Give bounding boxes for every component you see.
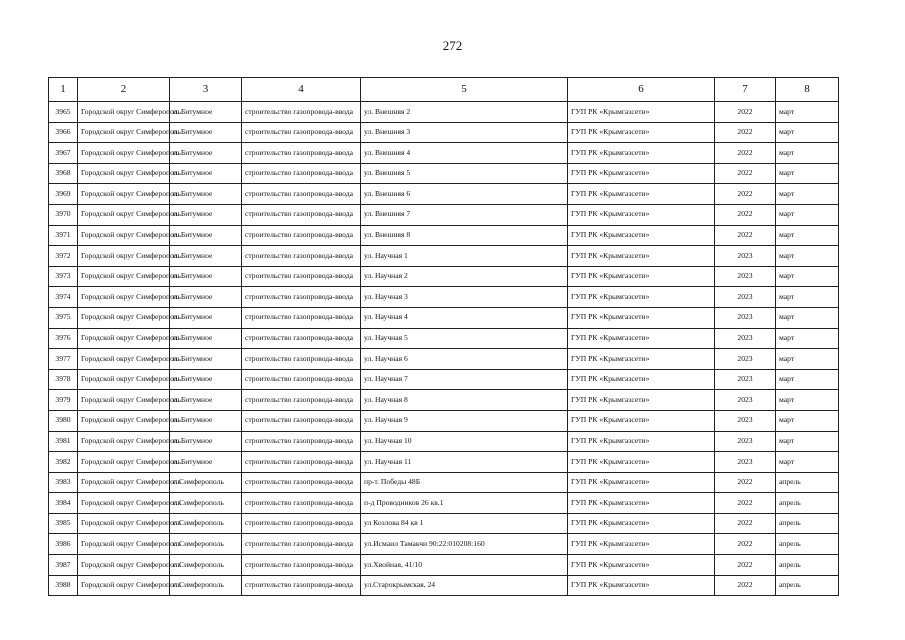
row-number-cell: 3967 — [49, 143, 78, 164]
month-cell: март — [776, 246, 839, 267]
settlement-cell: г. Симферополь — [170, 472, 242, 493]
table-row — [49, 163, 839, 184]
work-type-cell: строительство газопровода-ввода — [242, 472, 361, 493]
district-cell: Городской округ Симферополь — [78, 328, 170, 349]
address-cell: ул Козлова 84 кв 1 — [361, 513, 568, 534]
settlement-cell: п. Битумное — [170, 143, 242, 164]
settlement-cell: г. Симферополь — [170, 513, 242, 534]
operator-cell: ГУП РК «Крымгазсети» — [568, 534, 715, 555]
work-type-cell: строительство газопровода-ввода — [242, 225, 361, 246]
table-row — [49, 410, 839, 431]
work-type-cell: строительство газопровода-ввода — [242, 369, 361, 390]
month-cell: март — [776, 431, 839, 452]
settlement-cell: п. Битумное — [170, 452, 242, 473]
work-type-cell: строительство газопровода-ввода — [242, 266, 361, 287]
year-cell: 2023 — [715, 328, 776, 349]
table-row — [49, 307, 839, 328]
district-cell: Городской округ Симферополь — [78, 452, 170, 473]
row-number-cell: 3986 — [49, 534, 78, 555]
row-number-cell: 3987 — [49, 555, 78, 576]
table-row — [49, 472, 839, 493]
month-cell: март — [776, 102, 839, 123]
district-cell: Городской округ Симферополь — [78, 143, 170, 164]
work-type-cell: строительство газопровода-ввода — [242, 555, 361, 576]
address-cell: ул. Внешняя 8 — [361, 225, 568, 246]
work-type-cell: строительство газопровода-ввода — [242, 184, 361, 205]
district-cell: Городской округ Симферополь — [78, 225, 170, 246]
month-cell: апрель — [776, 513, 839, 534]
work-type-cell: строительство газопровода-ввода — [242, 452, 361, 473]
table-row — [49, 204, 839, 225]
table-row — [49, 184, 839, 205]
table-row — [49, 534, 839, 555]
month-cell: март — [776, 349, 839, 370]
address-cell: ул. Научная 11 — [361, 452, 568, 473]
table-row — [49, 328, 839, 349]
operator-cell: ГУП РК «Крымгазсети» — [568, 246, 715, 267]
district-cell: Городской округ Симферополь — [78, 266, 170, 287]
year-cell: 2023 — [715, 349, 776, 370]
month-cell: март — [776, 225, 839, 246]
operator-cell: ГУП РК «Крымгазсети» — [568, 163, 715, 184]
address-cell: ул. Внешняя 3 — [361, 122, 568, 143]
address-cell: ул.Исмаил Тамакчи 90:22:010208:160 — [361, 534, 568, 555]
table-row — [49, 102, 839, 123]
settlement-cell: г. Симферополь — [170, 534, 242, 555]
operator-cell: ГУП РК «Крымгазсети» — [568, 410, 715, 431]
table-row — [49, 493, 839, 514]
month-cell: апрель — [776, 575, 839, 596]
work-type-cell: строительство газопровода-ввода — [242, 390, 361, 411]
row-number-cell: 3966 — [49, 122, 78, 143]
district-cell: Городской округ Симферополь — [78, 184, 170, 205]
month-cell: апрель — [776, 555, 839, 576]
settlement-cell: п. Битумное — [170, 349, 242, 370]
column-header: 2 — [78, 78, 170, 102]
year-cell: 2022 — [715, 534, 776, 555]
operator-cell: ГУП РК «Крымгазсети» — [568, 102, 715, 123]
year-cell: 2022 — [715, 204, 776, 225]
work-type-cell: строительство газопровода-ввода — [242, 163, 361, 184]
operator-cell: ГУП РК «Крымгазсети» — [568, 390, 715, 411]
row-number-cell: 3979 — [49, 390, 78, 411]
month-cell: март — [776, 266, 839, 287]
settlement-cell: п. Битумное — [170, 307, 242, 328]
district-cell: Городской округ Симферополь — [78, 349, 170, 370]
district-cell: Городской округ Симферополь — [78, 390, 170, 411]
settlement-cell: п. Битумное — [170, 122, 242, 143]
row-number-cell: 3972 — [49, 246, 78, 267]
settlement-cell: п. Битумное — [170, 225, 242, 246]
address-cell: п-д Проводников 26 кв.1 — [361, 493, 568, 514]
table-row — [49, 349, 839, 370]
operator-cell: ГУП РК «Крымгазсети» — [568, 513, 715, 534]
settlement-cell: п. Битумное — [170, 287, 242, 308]
year-cell: 2023 — [715, 266, 776, 287]
table-row — [49, 122, 839, 143]
district-cell: Городской округ Симферополь — [78, 122, 170, 143]
month-cell: март — [776, 163, 839, 184]
settlement-cell: п. Битумное — [170, 204, 242, 225]
month-cell: март — [776, 452, 839, 473]
year-cell: 2022 — [715, 225, 776, 246]
work-type-cell: строительство газопровода-ввода — [242, 431, 361, 452]
month-cell: март — [776, 204, 839, 225]
year-cell: 2022 — [715, 493, 776, 514]
operator-cell: ГУП РК «Крымгазсети» — [568, 122, 715, 143]
operator-cell: ГУП РК «Крымгазсети» — [568, 349, 715, 370]
work-type-cell: строительство газопровода-ввода — [242, 328, 361, 349]
district-cell: Городской округ Симферополь — [78, 431, 170, 452]
row-number-cell: 3981 — [49, 431, 78, 452]
work-type-cell: строительство газопровода-ввода — [242, 410, 361, 431]
operator-cell: ГУП РК «Крымгазсети» — [568, 287, 715, 308]
address-cell: ул. Внешняя 2 — [361, 102, 568, 123]
table-row — [49, 513, 839, 534]
table-row — [49, 246, 839, 267]
month-cell: апрель — [776, 534, 839, 555]
month-cell: март — [776, 369, 839, 390]
column-header: 5 — [361, 78, 568, 102]
settlement-cell: п. Битумное — [170, 431, 242, 452]
operator-cell: ГУП РК «Крымгазсети» — [568, 204, 715, 225]
registry-table — [48, 77, 839, 596]
district-cell: Городской округ Симферополь — [78, 493, 170, 514]
settlement-cell: п. Битумное — [170, 246, 242, 267]
address-cell: ул. Научная 9 — [361, 410, 568, 431]
address-cell: ул.Старокрымская, 24 — [361, 575, 568, 596]
operator-cell: ГУП РК «Крымгазсети» — [568, 452, 715, 473]
year-cell: 2022 — [715, 102, 776, 123]
address-cell: ул. Внешняя 5 — [361, 163, 568, 184]
address-cell: ул. Внешняя 7 — [361, 204, 568, 225]
column-header: 4 — [242, 78, 361, 102]
year-cell: 2022 — [715, 513, 776, 534]
district-cell: Городской округ Симферополь — [78, 555, 170, 576]
district-cell: Городской округ Симферополь — [78, 163, 170, 184]
year-cell: 2023 — [715, 287, 776, 308]
work-type-cell: строительство газопровода-ввода — [242, 575, 361, 596]
settlement-cell: п. Битумное — [170, 163, 242, 184]
district-cell: Городской округ Симферополь — [78, 369, 170, 390]
month-cell: март — [776, 328, 839, 349]
table-row — [49, 287, 839, 308]
district-cell: Городской округ Симферополь — [78, 575, 170, 596]
table-row — [49, 431, 839, 452]
district-cell: Городской округ Симферополь — [78, 307, 170, 328]
address-cell: ул. Научная 1 — [361, 246, 568, 267]
address-cell: ул.Хвойная, 41/10 — [361, 555, 568, 576]
address-cell: ул. Внешняя 6 — [361, 184, 568, 205]
operator-cell: ГУП РК «Крымгазсети» — [568, 184, 715, 205]
work-type-cell: строительство газопровода-ввода — [242, 349, 361, 370]
year-cell: 2022 — [715, 143, 776, 164]
row-number-cell: 3984 — [49, 493, 78, 514]
row-number-cell: 3982 — [49, 452, 78, 473]
month-cell: март — [776, 390, 839, 411]
row-number-cell: 3975 — [49, 307, 78, 328]
address-cell: ул. Научная 7 — [361, 369, 568, 390]
row-number-cell: 3983 — [49, 472, 78, 493]
operator-cell: ГУП РК «Крымгазсети» — [568, 472, 715, 493]
district-cell: Городской округ Симферополь — [78, 534, 170, 555]
district-cell: Городской округ Симферополь — [78, 472, 170, 493]
settlement-cell: п. Битумное — [170, 102, 242, 123]
column-header: 7 — [715, 78, 776, 102]
month-cell: март — [776, 287, 839, 308]
year-cell: 2023 — [715, 307, 776, 328]
operator-cell: ГУП РК «Крымгазсети» — [568, 369, 715, 390]
address-cell: ул. Научная 10 — [361, 431, 568, 452]
column-header: 1 — [49, 78, 78, 102]
operator-cell: ГУП РК «Крымгазсети» — [568, 328, 715, 349]
settlement-cell: г. Симферополь — [170, 555, 242, 576]
month-cell: март — [776, 122, 839, 143]
row-number-cell: 3973 — [49, 266, 78, 287]
year-cell: 2022 — [715, 122, 776, 143]
year-cell: 2022 — [715, 184, 776, 205]
month-cell: апрель — [776, 472, 839, 493]
table-row — [49, 143, 839, 164]
address-cell: ул. Научная 8 — [361, 390, 568, 411]
year-cell: 2022 — [715, 575, 776, 596]
operator-cell: ГУП РК «Крымгазсети» — [568, 493, 715, 514]
table-row — [49, 555, 839, 576]
settlement-cell: п. Битумное — [170, 410, 242, 431]
column-header: 6 — [568, 78, 715, 102]
district-cell: Городской округ Симферополь — [78, 204, 170, 225]
month-cell: март — [776, 143, 839, 164]
row-number-cell: 3968 — [49, 163, 78, 184]
table-row — [49, 225, 839, 246]
row-number-cell: 3976 — [49, 328, 78, 349]
settlement-cell: п. Битумное — [170, 266, 242, 287]
address-cell: ул. Внешняя 4 — [361, 143, 568, 164]
year-cell: 2023 — [715, 369, 776, 390]
address-cell: ул. Научная 5 — [361, 328, 568, 349]
work-type-cell: строительство газопровода-ввода — [242, 143, 361, 164]
row-number-cell: 3969 — [49, 184, 78, 205]
settlement-cell: г. Симферополь — [170, 493, 242, 514]
year-cell: 2023 — [715, 410, 776, 431]
table-row — [49, 266, 839, 287]
row-number-cell: 3965 — [49, 102, 78, 123]
row-number-cell: 3974 — [49, 287, 78, 308]
work-type-cell: строительство газопровода-ввода — [242, 246, 361, 267]
district-cell: Городской округ Симферополь — [78, 513, 170, 534]
address-cell: ул. Научная 3 — [361, 287, 568, 308]
settlement-cell: п. Битумное — [170, 369, 242, 390]
row-number-cell: 3978 — [49, 369, 78, 390]
address-cell: ул. Научная 2 — [361, 266, 568, 287]
work-type-cell: строительство газопровода-ввода — [242, 534, 361, 555]
row-number-cell: 3988 — [49, 575, 78, 596]
month-cell: апрель — [776, 493, 839, 514]
table-row — [49, 390, 839, 411]
work-type-cell: строительство газопровода-ввода — [242, 307, 361, 328]
row-number-cell: 3971 — [49, 225, 78, 246]
district-cell: Городской округ Симферополь — [78, 287, 170, 308]
operator-cell: ГУП РК «Крымгазсети» — [568, 266, 715, 287]
column-header: 3 — [170, 78, 242, 102]
work-type-cell: строительство газопровода-ввода — [242, 122, 361, 143]
settlement-cell: п. Битумное — [170, 184, 242, 205]
operator-cell: ГУП РК «Крымгазсети» — [568, 225, 715, 246]
year-cell: 2022 — [715, 472, 776, 493]
column-header: 8 — [776, 78, 839, 102]
operator-cell: ГУП РК «Крымгазсети» — [568, 575, 715, 596]
settlement-cell: п. Битумное — [170, 390, 242, 411]
row-number-cell: 3977 — [49, 349, 78, 370]
year-cell: 2023 — [715, 390, 776, 411]
row-number-cell: 3980 — [49, 410, 78, 431]
settlement-cell: г. Симферополь — [170, 575, 242, 596]
operator-cell: ГУП РК «Крымгазсети» — [568, 555, 715, 576]
table-row — [49, 369, 839, 390]
year-cell: 2023 — [715, 246, 776, 267]
year-cell: 2023 — [715, 452, 776, 473]
address-cell: ул. Научная 4 — [361, 307, 568, 328]
district-cell: Городской округ Симферополь — [78, 410, 170, 431]
year-cell: 2023 — [715, 431, 776, 452]
row-number-cell: 3970 — [49, 204, 78, 225]
table-header-row — [49, 78, 839, 102]
operator-cell: ГУП РК «Крымгазсети» — [568, 307, 715, 328]
month-cell: март — [776, 184, 839, 205]
settlement-cell: п. Битумное — [170, 328, 242, 349]
address-cell: пр-т. Победы 48Б — [361, 472, 568, 493]
year-cell: 2022 — [715, 555, 776, 576]
work-type-cell: строительство газопровода-ввода — [242, 287, 361, 308]
work-type-cell: строительство газопровода-ввода — [242, 102, 361, 123]
page-number: 272 — [442, 38, 463, 53]
district-cell: Городской округ Симферополь — [78, 102, 170, 123]
table-row — [49, 452, 839, 473]
work-type-cell: строительство газопровода-ввода — [242, 513, 361, 534]
district-cell: Городской округ Симферополь — [78, 246, 170, 267]
row-number-cell: 3985 — [49, 513, 78, 534]
year-cell: 2022 — [715, 163, 776, 184]
table-row — [49, 575, 839, 596]
work-type-cell: строительство газопровода-ввода — [242, 493, 361, 514]
address-cell: ул. Научная 6 — [361, 349, 568, 370]
month-cell: март — [776, 307, 839, 328]
operator-cell: ГУП РК «Крымгазсети» — [568, 143, 715, 164]
work-type-cell: строительство газопровода-ввода — [242, 204, 361, 225]
month-cell: март — [776, 410, 839, 431]
operator-cell: ГУП РК «Крымгазсети» — [568, 431, 715, 452]
